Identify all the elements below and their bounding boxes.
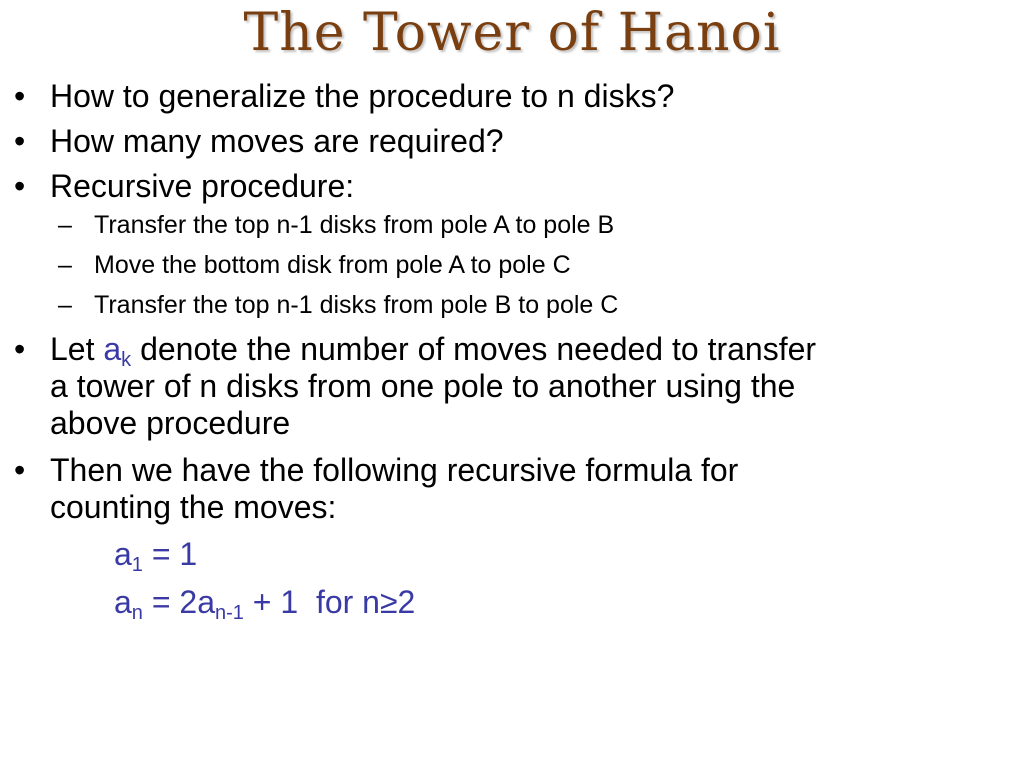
sub-bullet-text: Transfer the top n-1 disks from pole A to pole B bbox=[94, 211, 615, 239]
sub-bullet-item bbox=[14, 245, 1014, 285]
bullet-icon: • bbox=[14, 331, 26, 367]
formula-var: a bbox=[114, 584, 132, 620]
bullet-icon: • bbox=[14, 452, 26, 488]
let-text-line3: above procedure bbox=[50, 405, 291, 441]
variable-a: a bbox=[103, 331, 122, 367]
slide-title: The Tower of Hanoi bbox=[243, 3, 781, 63]
bullet-item-let bbox=[14, 331, 1014, 442]
bullet-text: How to generalize the procedure to n disks? bbox=[50, 78, 675, 114]
bullet-item-then bbox=[14, 452, 1014, 526]
formula-var: a bbox=[114, 536, 132, 572]
formula-eq: = 2a bbox=[142, 584, 215, 620]
sub-bullet-item bbox=[14, 285, 1014, 325]
formula-rhs: = 1 bbox=[142, 536, 198, 572]
let-text-line1: denote the number of moves needed to transfer bbox=[131, 331, 817, 367]
bullet-icon: • bbox=[14, 168, 26, 204]
dash-icon: – bbox=[58, 291, 72, 319]
bullet-item bbox=[14, 168, 1014, 205]
then-text-line2: counting the moves: bbox=[50, 489, 337, 525]
formula-rhs: + 1 for n≥2 bbox=[243, 584, 416, 620]
formula-base-case bbox=[14, 530, 1014, 578]
then-text-line1: Then we have the following recursive formula for bbox=[50, 452, 739, 488]
let-text-line2: a tower of n disks from one pole to another using the bbox=[50, 368, 796, 404]
formula-subscript-2: n-1 bbox=[214, 602, 244, 624]
bullet-text: Recursive procedure: bbox=[50, 168, 355, 204]
sub-bullet-text: Move the bottom disk from pole A to pole C bbox=[94, 251, 571, 279]
formula-subscript: 1 bbox=[131, 554, 143, 576]
sub-bullet-item bbox=[14, 205, 1014, 245]
formula-recurrence bbox=[14, 578, 1014, 626]
let-prefix: Let bbox=[50, 331, 104, 367]
dash-icon: – bbox=[58, 211, 72, 239]
bullet-icon: • bbox=[14, 123, 26, 159]
bullet-icon: • bbox=[14, 78, 26, 114]
bullet-text: How many moves are required? bbox=[50, 123, 504, 159]
sub-bullet-text: Transfer the top n-1 disks from pole B to pole C bbox=[94, 291, 619, 319]
dash-icon: – bbox=[58, 251, 72, 279]
variable-subscript: k bbox=[121, 349, 132, 371]
slide-body bbox=[14, 78, 1014, 626]
formula-subscript: n bbox=[131, 602, 143, 624]
bullet-item bbox=[14, 78, 1014, 115]
bullet-item bbox=[14, 123, 1014, 160]
